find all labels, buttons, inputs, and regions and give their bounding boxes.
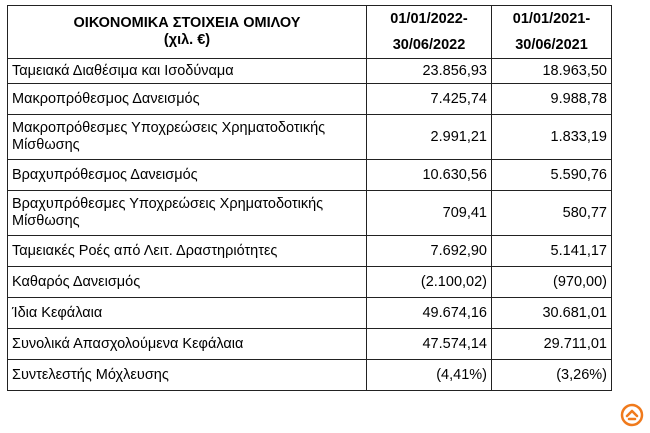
value-2022: 709,41	[367, 191, 492, 236]
table-row	[8, 191, 612, 236]
table-row	[8, 298, 612, 329]
value-2022: (2.100,02)	[367, 267, 492, 298]
row-label: Βραχυπρόθεσμος Δανεισμός	[8, 160, 367, 191]
value-2021: (970,00)	[492, 267, 612, 298]
table-row	[8, 115, 612, 160]
value-2021: 18.963,50	[492, 59, 612, 84]
value-2022: 10.630,56	[367, 160, 492, 191]
row-label: Ταμειακές Ροές από Λειτ. Δραστηριότητες	[8, 236, 367, 267]
row-label: Συντελεστής Μόχλευσης	[8, 360, 367, 391]
value-2022: 2.991,21	[367, 115, 492, 160]
table-row	[8, 160, 612, 191]
row-label: Ίδια Κεφάλαια	[8, 298, 367, 329]
row-label: Καθαρός Δανεισμός	[8, 267, 367, 298]
value-2021: 5.141,17	[492, 236, 612, 267]
value-2022: 47.574,14	[367, 329, 492, 360]
period-header-2021	[492, 6, 612, 59]
value-2021: (3,26%)	[492, 360, 612, 391]
row-label: Μακροπρόθεσμος Δανεισμός	[8, 84, 367, 115]
table-row	[8, 84, 612, 115]
value-2021: 29.711,01	[492, 329, 612, 360]
table-row	[8, 360, 612, 391]
value-2021: 30.681,01	[492, 298, 612, 329]
table-title: ΟΙΚΟΝΟΜΙΚΑ ΣΤΟΙΧΕΙΑ ΟΜΙΛΟΥ	[73, 15, 301, 31]
table-row	[8, 59, 612, 84]
period-header-2022	[367, 6, 492, 59]
table-unit: (χιλ. €)	[163, 32, 211, 48]
row-label: Μακροπρόθεσμες Υποχρεώσεις Χρηματοδοτικής Μίσθωσης	[8, 115, 367, 160]
period-start-2021: 01/01/2021-	[512, 11, 591, 27]
value-2021: 580,77	[492, 191, 612, 236]
value-2022: 23.856,93	[367, 59, 492, 84]
site-logo-icon	[620, 403, 644, 427]
period-start-2022: 01/01/2022-	[390, 11, 468, 27]
table-row	[8, 329, 612, 360]
row-label: Βραχυπρόθεσμες Υποχρεώσεις Χρηματοδοτικής Μίσθωσης	[8, 191, 367, 236]
row-label: Ταμειακά Διαθέσιμα και Ισοδύναμα	[8, 59, 367, 84]
value-2022: 7.425,74	[367, 84, 492, 115]
period-end-2022: 30/06/2022	[392, 37, 466, 53]
value-2021: 1.833,19	[492, 115, 612, 160]
value-2021: 5.590,76	[492, 160, 612, 191]
row-label: Συνολικά Απασχολούμενα Κεφάλαια	[8, 329, 367, 360]
table-header-row	[8, 6, 612, 59]
period-end-2021: 30/06/2021	[515, 37, 588, 53]
table-row	[8, 236, 612, 267]
value-2022: 49.674,16	[367, 298, 492, 329]
value-2022: 7.692,90	[367, 236, 492, 267]
value-2021: 9.988,78	[492, 84, 612, 115]
table-title-cell	[8, 6, 367, 59]
financial-table	[7, 5, 612, 391]
value-2022: (4,41%)	[367, 360, 492, 391]
table-row	[8, 267, 612, 298]
